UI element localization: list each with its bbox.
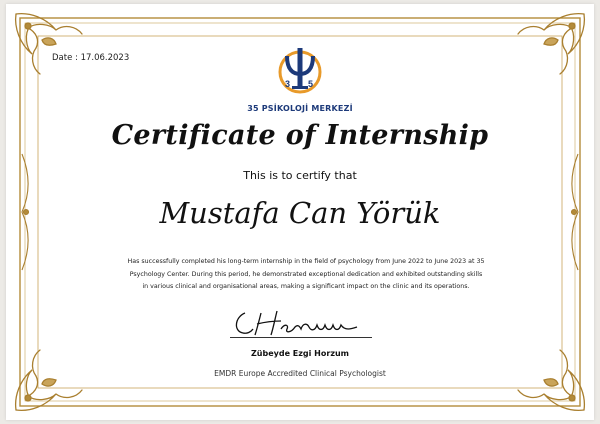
body-line: Has successfully completed his long-term internship in the field of psychology from June 2022 to June 2023 at 35 <box>127 258 485 265</box>
corner-ornament-bottom-right <box>518 350 584 410</box>
recipient-name: Mustafa Can Yörük <box>159 196 441 230</box>
certificate-body <box>90 256 522 294</box>
organization-name: 35 PSİKOLOJİ MERKEZİ <box>247 104 353 113</box>
handwritten-signature <box>231 307 371 339</box>
corner-ornament-top-left <box>16 14 82 74</box>
certificate-page <box>6 4 594 420</box>
certificate-date: Date : 17.06.2023 <box>52 53 130 63</box>
corner-ornament-bottom-left <box>16 350 82 410</box>
signature-line <box>230 337 372 338</box>
logo-digit-3: 3 <box>285 79 291 89</box>
signer-title: EMDR Europe Accredited Clinical Psychologist <box>214 369 386 378</box>
signer-name: Zübeyde Ezgi Horzum <box>251 349 349 358</box>
corner-ornament-top-right <box>518 14 584 74</box>
psi-logo-icon <box>277 44 323 96</box>
logo-digit-5: 5 <box>308 79 314 89</box>
certificate-title: Certificate of Internship <box>111 120 489 151</box>
certify-line: This is to certify that <box>243 169 357 182</box>
body-line: Psychology Center. During this period, he demonstrated exceptional dedication and exhibited outstanding skills <box>129 270 483 278</box>
body-line: in various clinical and organisational areas, making a significant impact on the clinic and its operations. <box>142 283 470 290</box>
